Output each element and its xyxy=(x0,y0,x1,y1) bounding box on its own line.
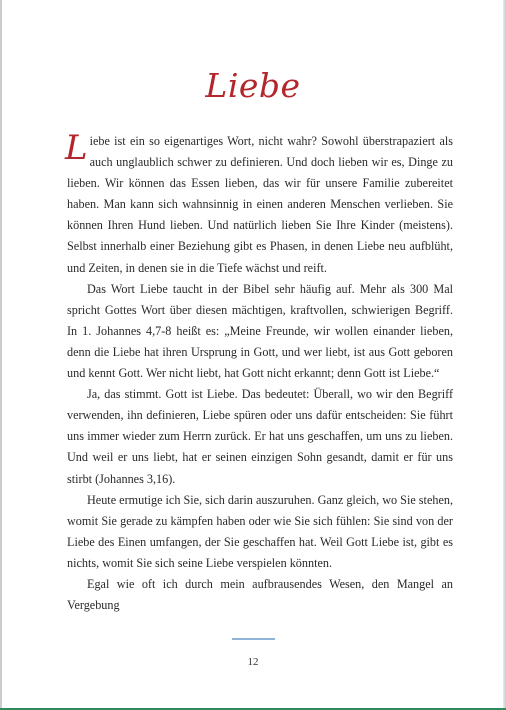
page-left-edge xyxy=(0,0,2,710)
footer-rule xyxy=(232,638,275,640)
body-text xyxy=(65,128,453,616)
page-number: 12 xyxy=(247,656,259,668)
paragraph-1 xyxy=(65,128,453,279)
paragraph-1-text: iebe ist ein so eigenartiges Wort, nicht wahr? Sowohl überstrapaziert als auch unglaublich schwer zu definieren. Und doch lieben wir es, Dinge zu lieben. Wir können das Essen lieben, das wir für unsere Familie zubereitet haben. Man kann sich wahnsinnig in einen anderen Menschen verlieben. Sie können Ihren Hund lieben. Und natürlich lieben Sie Ihre Kinder (meistens). Selbst innerhalb einer Beziehung gibt es Phasen, in denen Liebe neu aufblüht, und Zeiten, in denen sie in die Tiefe wächst und reift. xyxy=(67,134,453,275)
paragraph-2: Das Wort Liebe taucht in der Bibel sehr häufig auf. Mehr als 300 Mal spricht Gottes Wort über diesen mächtigen, kraftvollen, schwierigen Begriff. In 1. Johannes 4,7-8 heißt es: „Meine Freunde, wir wollen einander lieben, denn die Liebe hat ihren Ursprung in Gott, und wer liebt, ist aus Gott geboren und kennt Gott. Wer nicht liebt, hat Gott nicht erkannt; denn Gott ist Liebe.“ xyxy=(67,281,453,381)
paragraph-3: Ja, das stimmt. Gott ist Liebe. Das bedeutet: Überall, wo wir den Begriff verwenden, ihn definieren, Liebe spüren oder uns dafür entscheiden: Sie führt uns immer wieder zum Herrn zurück. Er hat uns geschaffen, um uns zu lieben. Und weil er uns liebt, hat er seinen einzigen Sohn gesandt, damit er für uns stirbt (Johannes 3,16). xyxy=(67,387,453,486)
paragraph-5: Egal wie oft ich durch mein aufbrausendes Wesen, den Mangel an Vergebung xyxy=(67,576,453,613)
paragraph-4: Heute ermutige ich Sie, sich darin auszuruhen. Ganz gleich, wo Sie stehen, womit Sie gerade zu kämpfen haben oder wie Sie sich fühlen: Sie sind von der Liebe des Einen umfangen, der Sie geschaffen hat. Weil Gott Liebe ist, gibt es nichts, womit Sie sich seine Liebe verspielen könnten. xyxy=(67,492,453,570)
drop-cap: L xyxy=(65,128,88,168)
chapter-title: Liebe xyxy=(205,66,301,105)
